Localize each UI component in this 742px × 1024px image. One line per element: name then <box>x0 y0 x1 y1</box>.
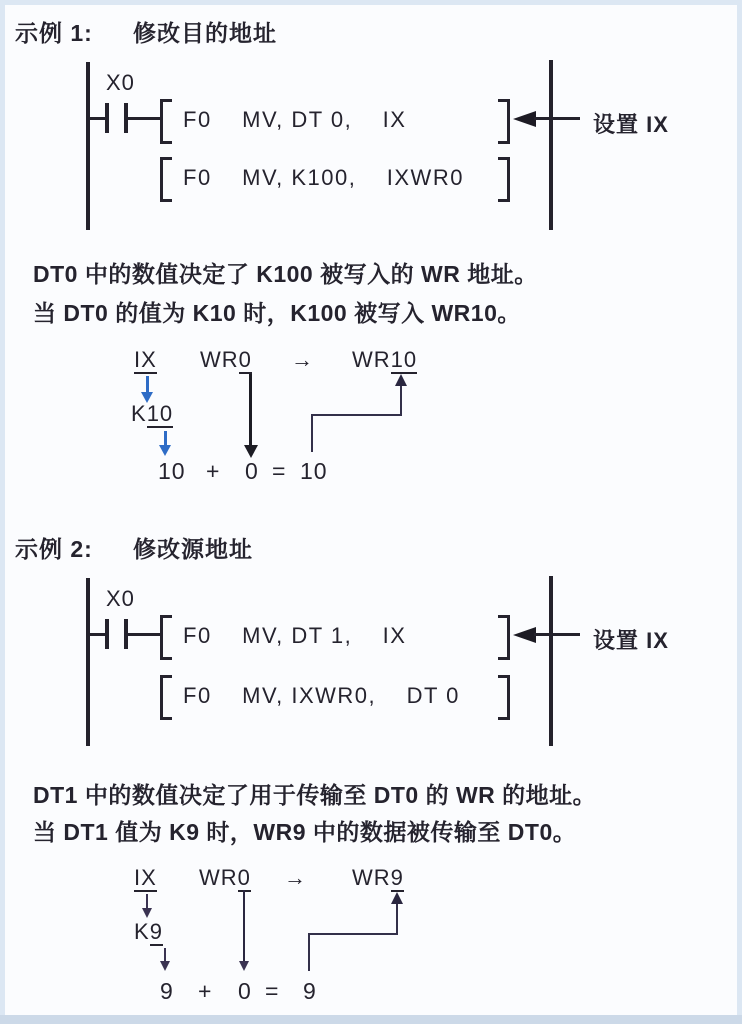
ladder1-wire-right <box>128 117 160 120</box>
ladder1-right-rail <box>549 60 553 230</box>
calc2-k-down-arrow-stem <box>164 948 166 962</box>
ladder2-pointer-line <box>534 633 580 636</box>
calc2-operand2: 0 <box>238 978 252 1004</box>
ladder1-row1-close-bracket <box>498 99 510 144</box>
calc1-result-elbow-vertical2 <box>400 386 402 416</box>
calc1-ix-label: IX <box>134 347 157 372</box>
calc2-k-down-arrow-head <box>160 961 170 971</box>
calc1-result-elbow-horizontal <box>311 414 401 416</box>
calc2-ix-label: IX <box>134 865 157 890</box>
example1-description-line2: 当 DT0 的值为 K10 时，K100 被写入 WR10。 <box>33 300 521 326</box>
calc1-dest-register: WR10 <box>352 347 418 372</box>
example1-title-label: 示例 1: <box>15 20 93 46</box>
calc1-operand1: 10 <box>158 458 186 484</box>
calc2-equals-sign: = <box>265 978 280 1004</box>
ladder1-annotation: 设置 IX <box>593 112 669 137</box>
calc1-wr0-down-arrow-stem <box>249 374 252 446</box>
calc1-result-elbow-vertical1 <box>311 414 313 452</box>
calc1-result-up-arrow-head <box>395 374 407 386</box>
ladder2-annotation: 设置 IX <box>593 628 669 653</box>
ladder1-contact-bar-left <box>105 103 109 133</box>
calc2-ix-down-arrow-head <box>142 908 152 918</box>
ladder2-row2-close-bracket <box>498 675 510 720</box>
calc2-result-elbow-vertical2 <box>396 904 398 934</box>
ladder2-row2-open-bracket <box>160 675 172 720</box>
page-bottom-border <box>0 1015 742 1024</box>
example2-description-line1: DT1 中的数值决定了用于传输至 DT0 的 WR 的地址。 <box>33 782 597 808</box>
example1-description-line1: DT0 中的数值决定了 K100 被写入的 WR 地址。 <box>33 261 538 287</box>
calc2-source-register: WR0 <box>199 865 251 890</box>
calc2-k-value: K9 <box>134 919 163 944</box>
calc1-source-register: WR0 <box>200 347 252 372</box>
ladder1-row2-open-bracket <box>160 157 172 202</box>
ladder2-instruction2: F0 MV, IXWR0, DT 0 <box>183 683 460 708</box>
calc2-operand1: 9 <box>160 978 174 1004</box>
example1-title-text: 修改目的地址 <box>133 20 277 46</box>
calc2-result: 9 <box>303 978 317 1004</box>
ladder1-pointer-line <box>534 117 580 120</box>
ladder1-row2-close-bracket <box>498 157 510 202</box>
ladder2-wire-right <box>128 633 160 636</box>
ladder2-contact-label: X0 <box>106 586 135 611</box>
calc1-operand2: 0 <box>245 458 259 484</box>
example2-title-label: 示例 2: <box>15 536 93 562</box>
ladder2-row1-close-bracket <box>498 615 510 660</box>
calc1-result: 10 <box>300 458 328 484</box>
ladder2-right-rail <box>549 576 553 746</box>
calc1-map-arrow: → <box>291 347 314 372</box>
calc1-ix-down-arrow-stem <box>146 376 149 393</box>
ladder1-left-rail <box>86 62 90 230</box>
calc2-wr0-down-arrow-stem <box>243 890 245 962</box>
ladder2-pointer-arrowhead <box>513 627 536 643</box>
calc1-k-down-arrow-stem <box>164 431 167 446</box>
ladder1-pointer-arrowhead <box>513 111 536 127</box>
calc2-wr0-down-arrow-head <box>239 961 249 971</box>
calc1-k-down-arrow-head <box>159 445 171 456</box>
example2-description-line2: 当 DT1 值为 K9 时，WR9 中的数据被传输至 DT0。 <box>33 819 577 845</box>
calc2-result-elbow-horizontal <box>308 933 398 935</box>
calc2-ix-down-arrow-stem <box>146 894 148 909</box>
calc2-result-up-arrow-head <box>391 892 403 904</box>
ladder1-instruction1: F0 MV, DT 0, IX <box>183 107 407 132</box>
calc2-map-arrow: → <box>284 865 307 890</box>
calc1-k-value: K10 <box>131 401 174 426</box>
ladder2-left-rail <box>86 578 90 746</box>
calc2-plus-sign: + <box>198 978 213 1004</box>
example2-title-text: 修改源地址 <box>133 536 253 562</box>
ladder1-contact-label: X0 <box>106 70 135 95</box>
calc1-equals-sign: = <box>272 458 287 484</box>
ladder2-contact-bar-left <box>105 619 109 649</box>
ladder2-row1-open-bracket <box>160 615 172 660</box>
calc2-result-elbow-vertical1 <box>308 933 310 971</box>
ladder1-row1-open-bracket <box>160 99 172 144</box>
calc1-wr0-down-arrow-head <box>244 445 258 458</box>
calc2-dest-register: WR9 <box>352 865 404 890</box>
ladder2-instruction1: F0 MV, DT 1, IX <box>183 623 407 648</box>
calc1-plus-sign: + <box>206 458 221 484</box>
ladder1-instruction2: F0 MV, K100, IXWR0 <box>183 165 464 190</box>
